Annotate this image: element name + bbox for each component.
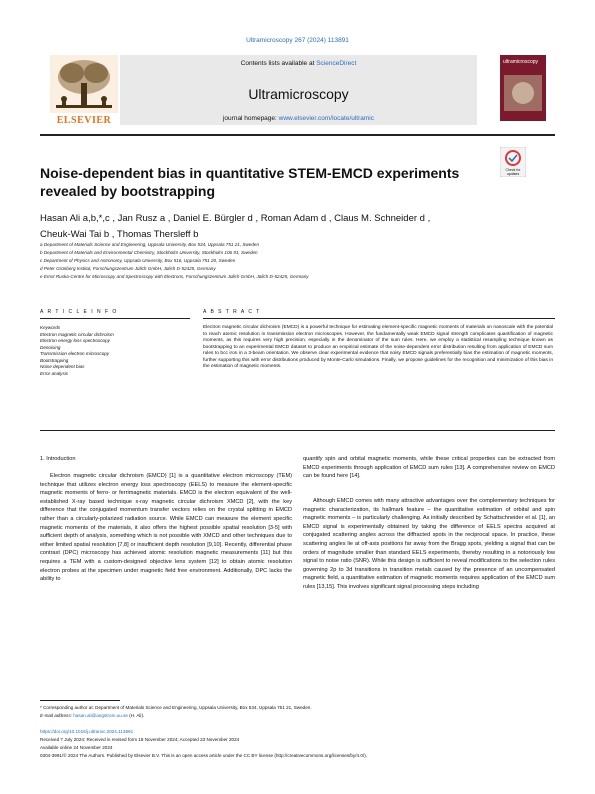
contents-line — [120, 60, 477, 67]
author-line-2[interactable]: Cheuk-Wai Tai b , Thomas Thersleff b — [40, 229, 199, 240]
homepage-prefix: journal homepage: — [222, 115, 279, 122]
body-paragraph-left: Electron magnetic circular dichroism (EMCD) [1] is a quantitative electron microscopy (TEM) technique that utilizes electron energy loss spectroscopy (EELS) to measure the element-specific magnetic moments of ferro- or ferrimagnetic materials. EMCD is the electron equivalent of the well-established X-ray based technique x-ray magnetic circular dichroism XMCD [2], with the key difference that the conjugated momentum transfer vectors relies on the crystal splitting in EMCD rather than a circularly-polarized radiation source. While EMCD can measure the element specific magnetic moments of the materials, it also offers the highest possible spatial resolution [3-5] with sufficient depth of analysis, something which is not possible with XMCD and other techniques due to either limited spatial resolution [7,8] or insufficient depth resolution [9,10]. Recently, differential phase contrast (DPC) microscopy has achieved atomic resolution magnetic measurements [11] but this requires a TEM with a custom-designed objective lens system [12] to obtain atomic resolution electron probes at the specimen under magnetic field free environment. Additionally, DPC lacks the ability to — [40, 473, 292, 583]
email-suffix: (H. Ali). — [127, 713, 145, 718]
body-paragraph-right-1: quantify spin and orbital magnetic moments, while these critical properties can be extracted from EMCD experiments through application of EMCD sum rules [13]. A comprehensive review on EMCD can be found here [14]. — [303, 456, 555, 480]
keywords-block — [40, 325, 180, 377]
abstract-heading: A B S T R A C T — [203, 309, 261, 315]
affiliation: c Department of Physics and Astronomy, Uppsala University, Box 516, Uppsala 751 20, Sweden — [40, 258, 236, 263]
received-dates: Received 7 July 2024; Received in revised form 18 November 2024; Accepted 23 November 2024 — [40, 737, 240, 742]
header-rule — [40, 134, 555, 136]
doi-link[interactable]: https://doi.org/10.1016/j.ultramic.2024.113891 — [40, 729, 134, 734]
sciencedirect-link[interactable]: ScienceDirect — [316, 60, 357, 67]
author-list — [40, 211, 540, 243]
affiliation: a Department of Materials Science and Engineering, Uppsala University, Box 534, Uppsala 751 21, Sweden — [40, 242, 260, 247]
abstract-text: Electron magnetic circular dichroism (EMCD) is a powerful technique for estimating element-specific magnetic moments of materials on nanoscale with the potential to reach atomic resolution in transmission electron microscopes. However, the fundamentally weak EMCD signal strength complicates quantification of magnetic moments, as this requires very high precision, especially in the denominator of the sum rules. Here, we employ a statistical resampling technique known as bootstrapping to an experimental EMCD dataset to produce an empirical estimate of the noise-dependent error distribution resulting from application of EMCD sum rules to bcc iron in a 3-beam orientation. We observe clear experimental evidence that noisy EMCD signals preferentially bias the estimation of magnetic moments, further supporting this with error distributions produced by Monte-Carlo simulations. Finally, we propose guidelines for the recognition and minimization of this bias in the estimation of magnetic moments. — [203, 325, 553, 369]
keyword: Denoising — [40, 344, 61, 350]
journal-reference[interactable]: Ultramicroscopy 267 (2024) 113891 — [246, 37, 349, 44]
keyword: Noise dependent bias — [40, 364, 85, 369]
keyword: Electron magnetic circular dichroism — [40, 331, 114, 337]
available-online: Available online 24 November 2024 — [40, 745, 113, 750]
keyword: Bootstrapping — [40, 357, 69, 363]
footnote-rule — [40, 700, 120, 701]
affiliation: d Peter Grünberg Institut, Forschungszentrum Jülich GmbH, Jülich D-52425, Germany — [40, 266, 216, 271]
check-for-updates-label: Check for updates — [505, 168, 521, 176]
author-line-1[interactable]: Hasan Ali a,b,*,c , Jan Rusz a , Daniel E. Bürgler d , Roman Adam d , Claus M. Schneider d , — [40, 213, 431, 224]
homepage-link[interactable]: www.elsevier.com/locate/ultramic — [278, 115, 375, 122]
publisher-name: ELSEVIER — [56, 115, 112, 126]
section-heading: 1. Introduction — [40, 456, 76, 462]
keyword: Electron energy loss spectroscopy — [40, 338, 110, 343]
email-line — [40, 712, 555, 719]
keywords-label: Keywords — [40, 325, 61, 330]
body-paragraph-right-2: Although EMCD comes with many attractive advantages over the complementary techniques for magnetic characterization, its hallmark feature – the quantitative estimation of orbital and spin magnetic moments – is particularly challenging. As initially described by Schattschneider et al. [1], an EMCD signal is experimentally obtained by taking the difference of EELS spectra acquired at conjugated scattering angles across the diffracted spots in the reciprocal space. In practice, these scattering angles lie at off-axis positions far away from the Bragg spots, yielding a signal that can be orders of magnitude smaller than standard EELS experiments, thereby resulting in a notoriously low signal to noise ratio (SNR). While this design is sufficient to reveal modifications to the selection rules governing 2p to 3d transitions in transition metals caused by the presence of an uncompensated magnetic field, a quantitative estimation of magnetic moments requires application of the EMCD sum rules [13,15]. This involves significant signal processing steps including — [303, 498, 555, 590]
cover-title: ultramicroscopy — [503, 59, 539, 65]
corresponding-author-note: * Corresponding author at: Department of Materials Science and Engineering, Uppsala University, Box 534, Uppsala 751 21, Sweden. — [40, 705, 312, 710]
journal-name: Ultramicroscopy — [248, 86, 349, 102]
abstract-bottom-rule — [40, 430, 555, 431]
article-info-heading: A R T I C L E I N F O — [40, 309, 118, 315]
info-rule — [40, 318, 190, 319]
abstract-rule — [203, 318, 555, 319]
affiliation: e Ernst Ruska-Centre for Microscopy and Spectroscopy with Electrons, Forschungszentrum Jülich GmbH, Jülich D-52425, Germany — [40, 274, 309, 279]
email-label: E-mail address: — [40, 713, 74, 718]
article-title: Noise-dependent bias in quantitative STEM-EMCD experiments revealed by bootstrapping — [40, 165, 460, 199]
affiliation: b Department of Materials and Environmental Chemistry, Stockholm University, Stockholm 106 91, Sweden — [40, 250, 258, 255]
keyword: Transmission electron microscopy — [40, 351, 110, 356]
check-for-updates-icon[interactable] — [500, 147, 526, 177]
contents-prefix: Contents lists available at — [240, 60, 317, 67]
license-line: 0304-3991/© 2024 The Authors. Published by Elsevier B.V. This is an open access article under the CC BY license (http://creativecommons.org/licenses/by/4.0/). — [40, 753, 367, 758]
homepage-line — [120, 115, 477, 122]
email-link[interactable]: hasan.ali@angstrom.uu.se — [73, 713, 128, 718]
keyword: Error analysis — [40, 370, 69, 376]
